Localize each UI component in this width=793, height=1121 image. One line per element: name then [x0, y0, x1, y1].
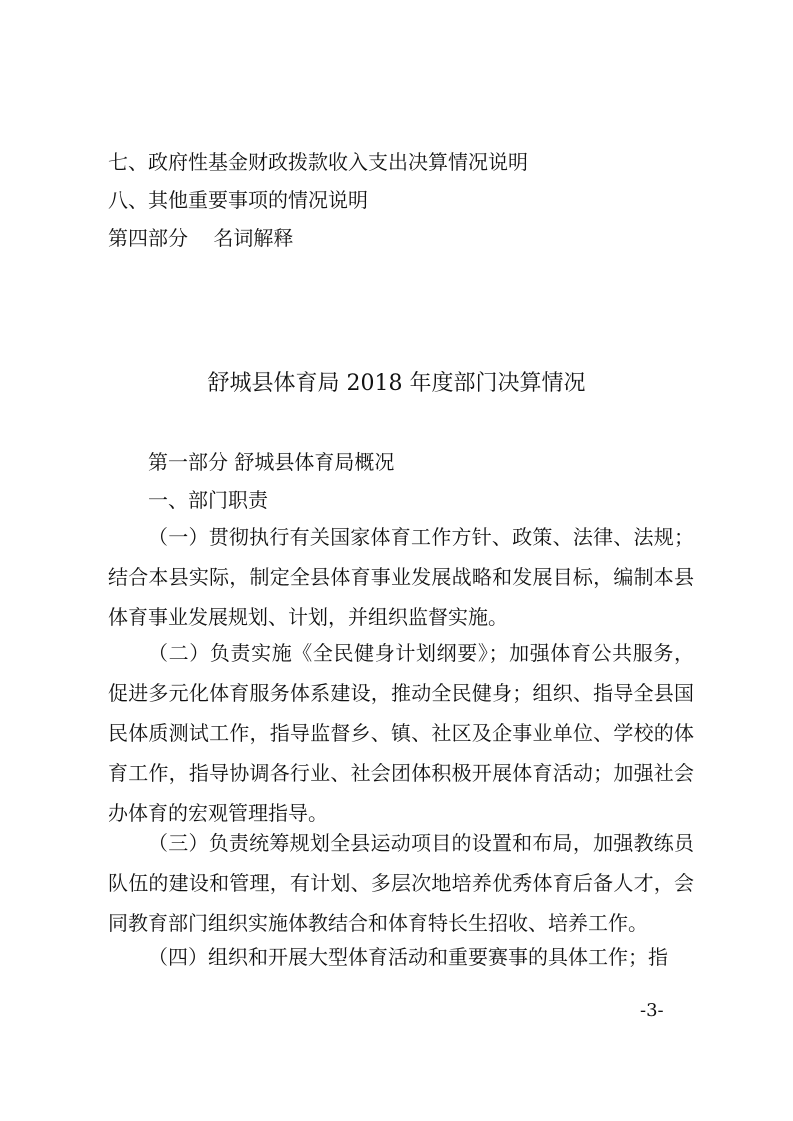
part1-heading: 第一部分 舒城县体育局概况 — [148, 450, 395, 474]
section1-heading: 一、部门职责 — [148, 488, 268, 512]
toc-item-7: 七、政府性基金财政拨款收入支出决算情况说明 — [108, 150, 528, 174]
toc-part-4: 第四部分 名词解释 — [108, 226, 294, 250]
duty-paragraph-2: （二）负责实施《全民健身计划纲要》；加强体育公共服务，促进多元化体育服务体系建设，推动全民健身；组织、指导全县国民体质测试工作，指导监督乡、镇、社区及企事业单位、学校的体育工作，指导协调各行业、社会团体积极开展体育活动；加强社会办体育的宏观管理指导。 — [108, 641, 694, 825]
duty-paragraph-3: （三）负责统筹规划全县运动项目的设置和布局，加强教练员队伍的建设和管理，有计划、多层次地培养优秀体育后备人才，会同教育部门组织实施体教结合和体育特长生招收、培养工作。 — [108, 831, 694, 935]
duty-paragraph-1: （一）贯彻执行有关国家体育工作方针、政策、法律、法规；结合本县实际，制定全县体育事业发展战略和发展目标，编制本县体育事业发展规划、计划，并组织监督实施。 — [108, 525, 694, 629]
page-number: -3- — [640, 1000, 664, 1021]
duty-paragraph-4: （四）组织和开展大型体育活动和重要赛事的具体工作；指 — [148, 945, 668, 969]
toc-item-8: 八、其他重要事项的情况说明 — [108, 188, 368, 212]
report-title: 舒城县体育局 2018 年度部门决算情况 — [207, 371, 586, 396]
